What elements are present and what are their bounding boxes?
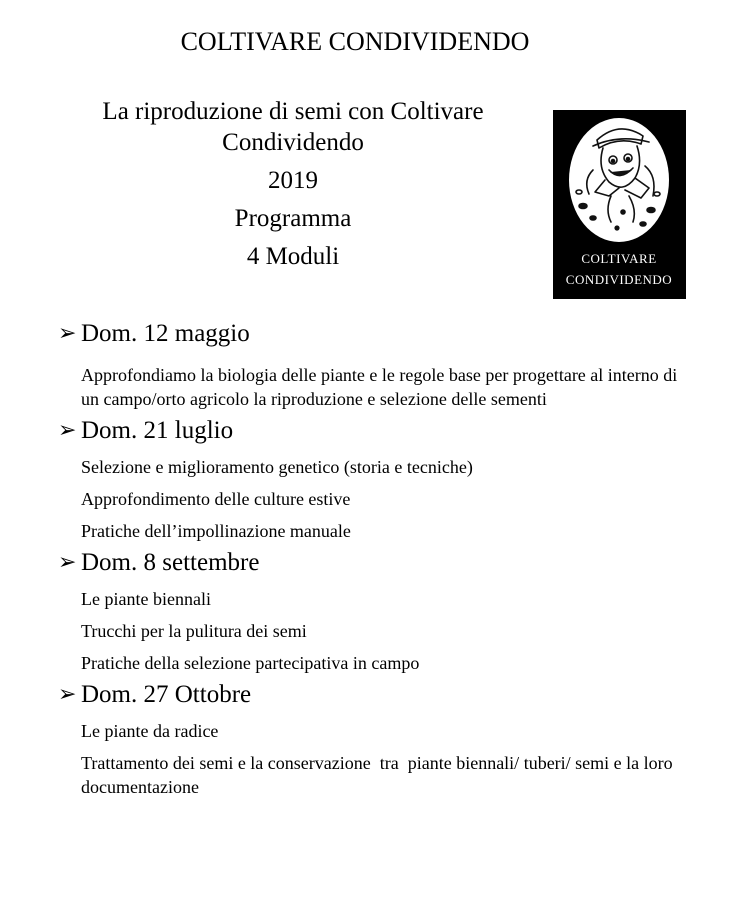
module-topics: [58, 587, 678, 675]
topic-item: Le piante da radice: [81, 721, 219, 741]
module-date: Dom. 12 maggio: [81, 320, 250, 347]
topic-item: Pratiche dell’impollinazione manuale: [81, 521, 351, 541]
module-2: [58, 415, 678, 543]
arrow-bullet-icon: ➢: [58, 550, 77, 575]
intro-year: 2019: [268, 167, 318, 194]
intro-line-1: La riproduzione di semi con Coltivare: [102, 98, 484, 125]
intro-line-2: Condividendo: [222, 129, 364, 156]
intro-modules: 4 Moduli: [246, 243, 340, 270]
topic-item: Approfondimento delle culture estive: [81, 489, 351, 509]
module-date: Dom. 8 settembre: [81, 549, 260, 576]
topic-item: Trucchi per la pulitura dei semi: [81, 621, 307, 641]
topic-item: Approfondiamo la biologia delle piante e le regole base per progettare al interno di un campo/orto agricolo la riproduzione e selezione delle sementi: [81, 365, 678, 409]
topic-item: Selezione e miglioramento genetico (storia e tecniche): [81, 457, 473, 477]
intro-program: Programma: [234, 205, 352, 232]
logo-line-2: CONDIVIDENDO: [565, 272, 673, 287]
module-heading: [58, 415, 678, 447]
arrow-bullet-icon: ➢: [58, 682, 77, 707]
module-heading: [58, 547, 678, 579]
module-3: [58, 547, 678, 675]
module-date: Dom. 27 Ottobre: [81, 681, 252, 708]
module-1: [58, 318, 678, 411]
arrow-bullet-icon: ➢: [58, 321, 77, 346]
module-topics: [58, 455, 678, 543]
module-topics: [58, 363, 678, 411]
topic-item: Le piante biennali: [81, 589, 211, 609]
module-heading: [58, 318, 678, 350]
topic-item: Trattamento dei semi e la conservazione tra piante biennali/ tuberi/ semi e la loro documentazione: [81, 753, 678, 797]
topic-item: Pratiche della selezione partecipativa in campo: [81, 653, 420, 673]
coltivare-condividendo-logo: [553, 110, 686, 299]
logo-line-1: COLTIVARE: [581, 251, 657, 266]
module-date: Dom. 21 luglio: [81, 417, 234, 444]
document-title: COLTIVARE CONDIVIDENDO: [180, 27, 530, 56]
module-4: [58, 679, 678, 799]
program-schedule: [58, 318, 678, 799]
intro-block: [80, 96, 506, 272]
module-heading: [58, 679, 678, 711]
arrow-bullet-icon: ➢: [58, 418, 77, 443]
module-topics: [58, 719, 678, 799]
